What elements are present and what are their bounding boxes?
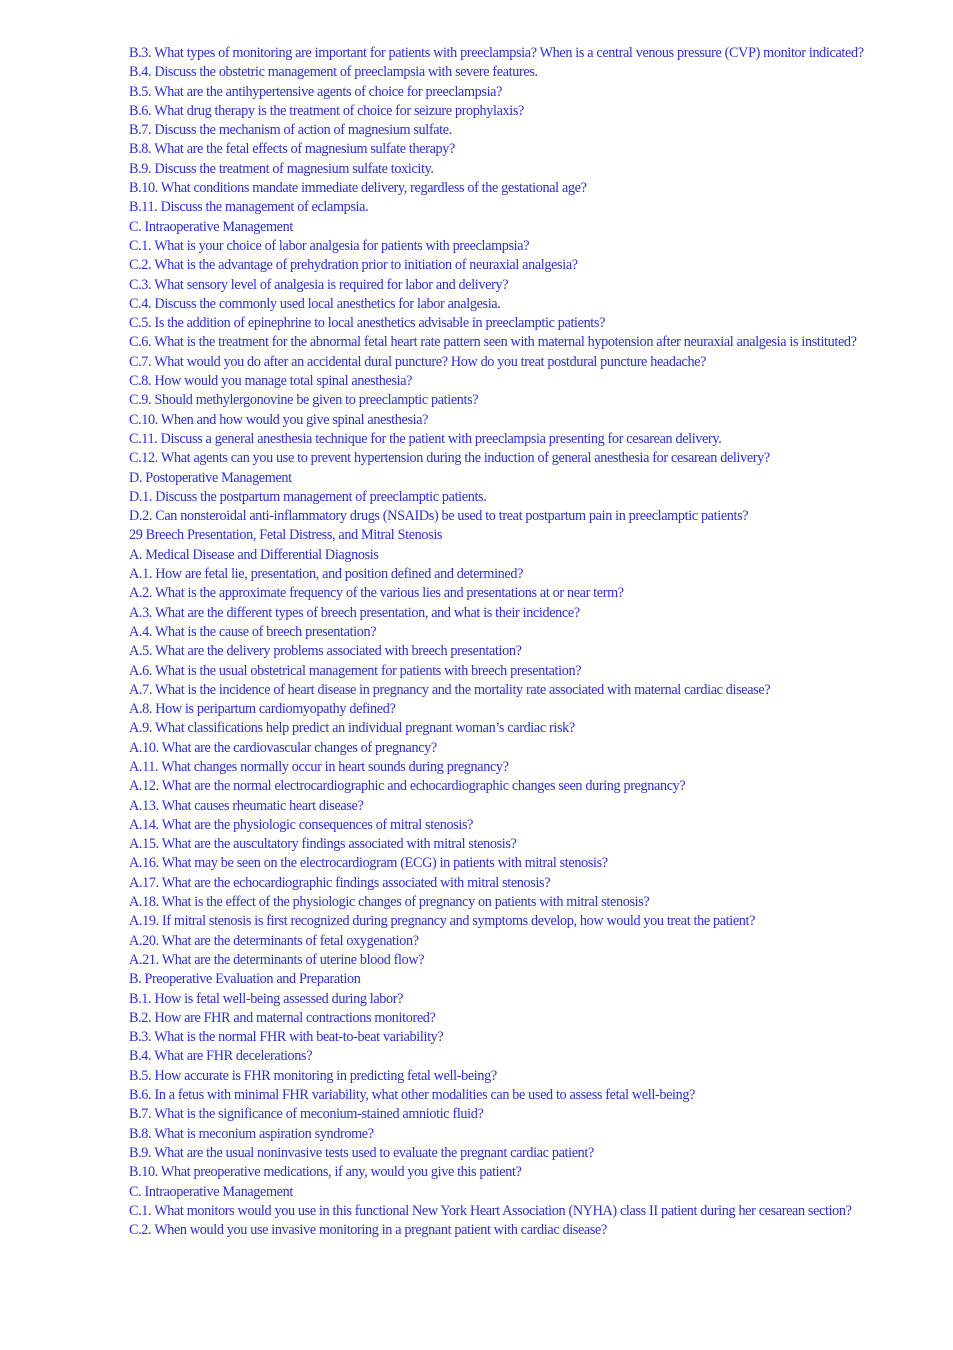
question-line: A.1. How are fetal lie, presentation, and position defined and determined? — [129, 566, 524, 583]
question-line: A.4. What is the cause of breech presentation? — [129, 623, 377, 640]
question-line: A.21. What are the determinants of uterine blood flow? — [129, 951, 425, 968]
question-line: A.13. What causes rheumatic heart disease? — [129, 797, 364, 814]
question-line: C.5. Is the addition of epinephrine to local anesthetics advisable in preeclamptic patients? — [129, 315, 606, 332]
question-line: C.12. What agents can you use to prevent hypertension during the induction of general anesthesia for cesarean delivery? — [129, 450, 770, 467]
question-line: B.7. Discuss the mechanism of action of magnesium sulfate. — [129, 122, 452, 139]
question-line: A.18. What is the effect of the physiologic changes of pregnancy on patients with mitral stenosis? — [129, 894, 650, 911]
question-line: A.10. What are the cardiovascular changes of pregnancy? — [129, 739, 437, 756]
question-line: A.7. What is the incidence of heart disease in pregnancy and the mortality rate associated with maternal cardiac disease? — [129, 681, 771, 698]
question-line: A.11. What changes normally occur in heart sounds during pregnancy? — [129, 758, 509, 775]
question-line: A.14. What are the physiologic consequences of mitral stenosis? — [129, 816, 474, 833]
question-line: B.10. What conditions mandate immediate delivery, regardless of the gestational age? — [129, 180, 587, 197]
question-line: C.9. Should methylergonovine be given to preeclamptic patients? — [129, 392, 479, 409]
question-line: C.4. Discuss the commonly used local anesthetics for labor analgesia. — [129, 295, 501, 312]
question-line: B.9. What are the usual noninvasive tests used to evaluate the pregnant cardiac patient? — [129, 1144, 594, 1161]
question-line: C.2. When would you use invasive monitoring in a pregnant patient with cardiac disease? — [129, 1222, 607, 1239]
question-line: B.7. What is the significance of meconium-stained amniotic fluid? — [129, 1106, 484, 1123]
section-heading: B. Preoperative Evaluation and Preparation — [129, 971, 361, 988]
question-line: C.1. What is your choice of labor analgesia for patients with preeclampsia? — [129, 237, 530, 254]
question-line: B.11. Discuss the management of eclampsia. — [129, 199, 369, 216]
question-line: D.1. Discuss the postpartum management of preeclamptic patients. — [129, 488, 487, 505]
question-line: A.3. What are the different types of breech presentation, and what is their incidence? — [129, 604, 580, 621]
question-line: B.8. What are the fetal effects of magnesium sulfate therapy? — [129, 141, 455, 158]
question-line: B.4. What are FHR decelerations? — [129, 1048, 313, 1065]
section-heading: A. Medical Disease and Differential Diagnosis — [129, 546, 379, 563]
question-line: C.11. Discuss a general anesthesia technique for the patient with preeclampsia presenting for cesarean delivery. — [129, 430, 722, 447]
question-line: A.12. What are the normal electrocardiographic and echocardiographic changes seen during pregnancy? — [129, 778, 686, 795]
question-line: C.6. What is the treatment for the abnormal fetal heart rate pattern seen with maternal hypotension after neuraxial analgesia is instituted? — [129, 334, 857, 351]
question-line: A.6. What is the usual obstetrical management for patients with breech presentation? — [129, 662, 582, 679]
section-heading: D. Postoperative Management — [129, 469, 292, 486]
question-line: D.2. Can nonsteroidal anti-inflammatory drugs (NSAIDs) be used to treat postpartum pain in preeclamptic patients? — [129, 508, 749, 525]
question-line: C.10. When and how would you give spinal anesthesia? — [129, 411, 429, 428]
question-line: A.8. How is peripartum cardiomyopathy defined? — [129, 701, 396, 718]
question-line: C.8. How would you manage total spinal anesthesia? — [129, 373, 413, 390]
question-line: A.16. What may be seen on the electrocardiogram (ECG) in patients with mitral stenosis? — [129, 855, 608, 872]
section-heading: C. Intraoperative Management — [129, 218, 293, 235]
question-line: B.9. Discuss the treatment of magnesium sulfate toxicity. — [129, 160, 434, 177]
question-line: A.9. What classifications help predict an individual pregnant woman’s cardiac risk? — [129, 720, 575, 737]
question-line: C.7. What would you do after an accidental dural puncture? How do you treat postdural puncture headache? — [129, 353, 707, 370]
question-line: B.5. What are the antihypertensive agents of choice for preeclampsia? — [129, 83, 503, 100]
question-line: B.2. How are FHR and maternal contractions monitored? — [129, 1009, 436, 1026]
document-page — [129, 44, 869, 1240]
question-line: B.5. How accurate is FHR monitoring in predicting fetal well-being? — [129, 1067, 497, 1084]
question-line: C.3. What sensory level of analgesia is required for labor and delivery? — [129, 276, 509, 293]
question-line: A.20. What are the determinants of fetal oxygenation? — [129, 932, 419, 949]
question-line: B.8. What is meconium aspiration syndrome? — [129, 1125, 374, 1142]
question-line: A.2. What is the approximate frequency of the various lies and presentations at or near term? — [129, 585, 624, 602]
question-line: A.19. If mitral stenosis is first recognized during pregnancy and symptoms develop, how would you treat the patient? — [129, 913, 756, 930]
question-line: B.6. What drug therapy is the treatment of choice for seizure prophylaxis? — [129, 102, 524, 119]
question-line: A.5. What are the delivery problems associated with breech presentation? — [129, 643, 522, 660]
question-line: A.17. What are the echocardiographic findings associated with mitral stenosis? — [129, 874, 551, 891]
question-line: C.1. What monitors would you use in this functional New York Heart Association (NYHA) class II patient during her cesarean section? — [129, 1202, 852, 1219]
section-heading: C. Intraoperative Management — [129, 1183, 293, 1200]
question-line: B.3. What is the normal FHR with beat-to-beat variability? — [129, 1029, 444, 1046]
question-line: B.6. In a fetus with minimal FHR variability, what other modalities can be used to assess fetal well-being? — [129, 1087, 696, 1104]
question-line: A.15. What are the auscultatory findings associated with mitral stenosis? — [129, 836, 517, 853]
question-line: C.2. What is the advantage of prehydration prior to initiation of neuraxial analgesia? — [129, 257, 578, 274]
question-line: B.1. How is fetal well-being assessed during labor? — [129, 990, 404, 1007]
question-line: B.4. Discuss the obstetric management of preeclampsia with severe features. — [129, 64, 538, 81]
chapter-heading: 29 Breech Presentation, Fetal Distress, and Mitral Stenosis — [129, 527, 443, 544]
question-line: B.10. What preoperative medications, if any, would you give this patient? — [129, 1164, 522, 1181]
question-line: B.3. What types of monitoring are important for patients with preeclampsia? When is a central venous pressure (CVP) monitor indicated? — [129, 45, 864, 61]
